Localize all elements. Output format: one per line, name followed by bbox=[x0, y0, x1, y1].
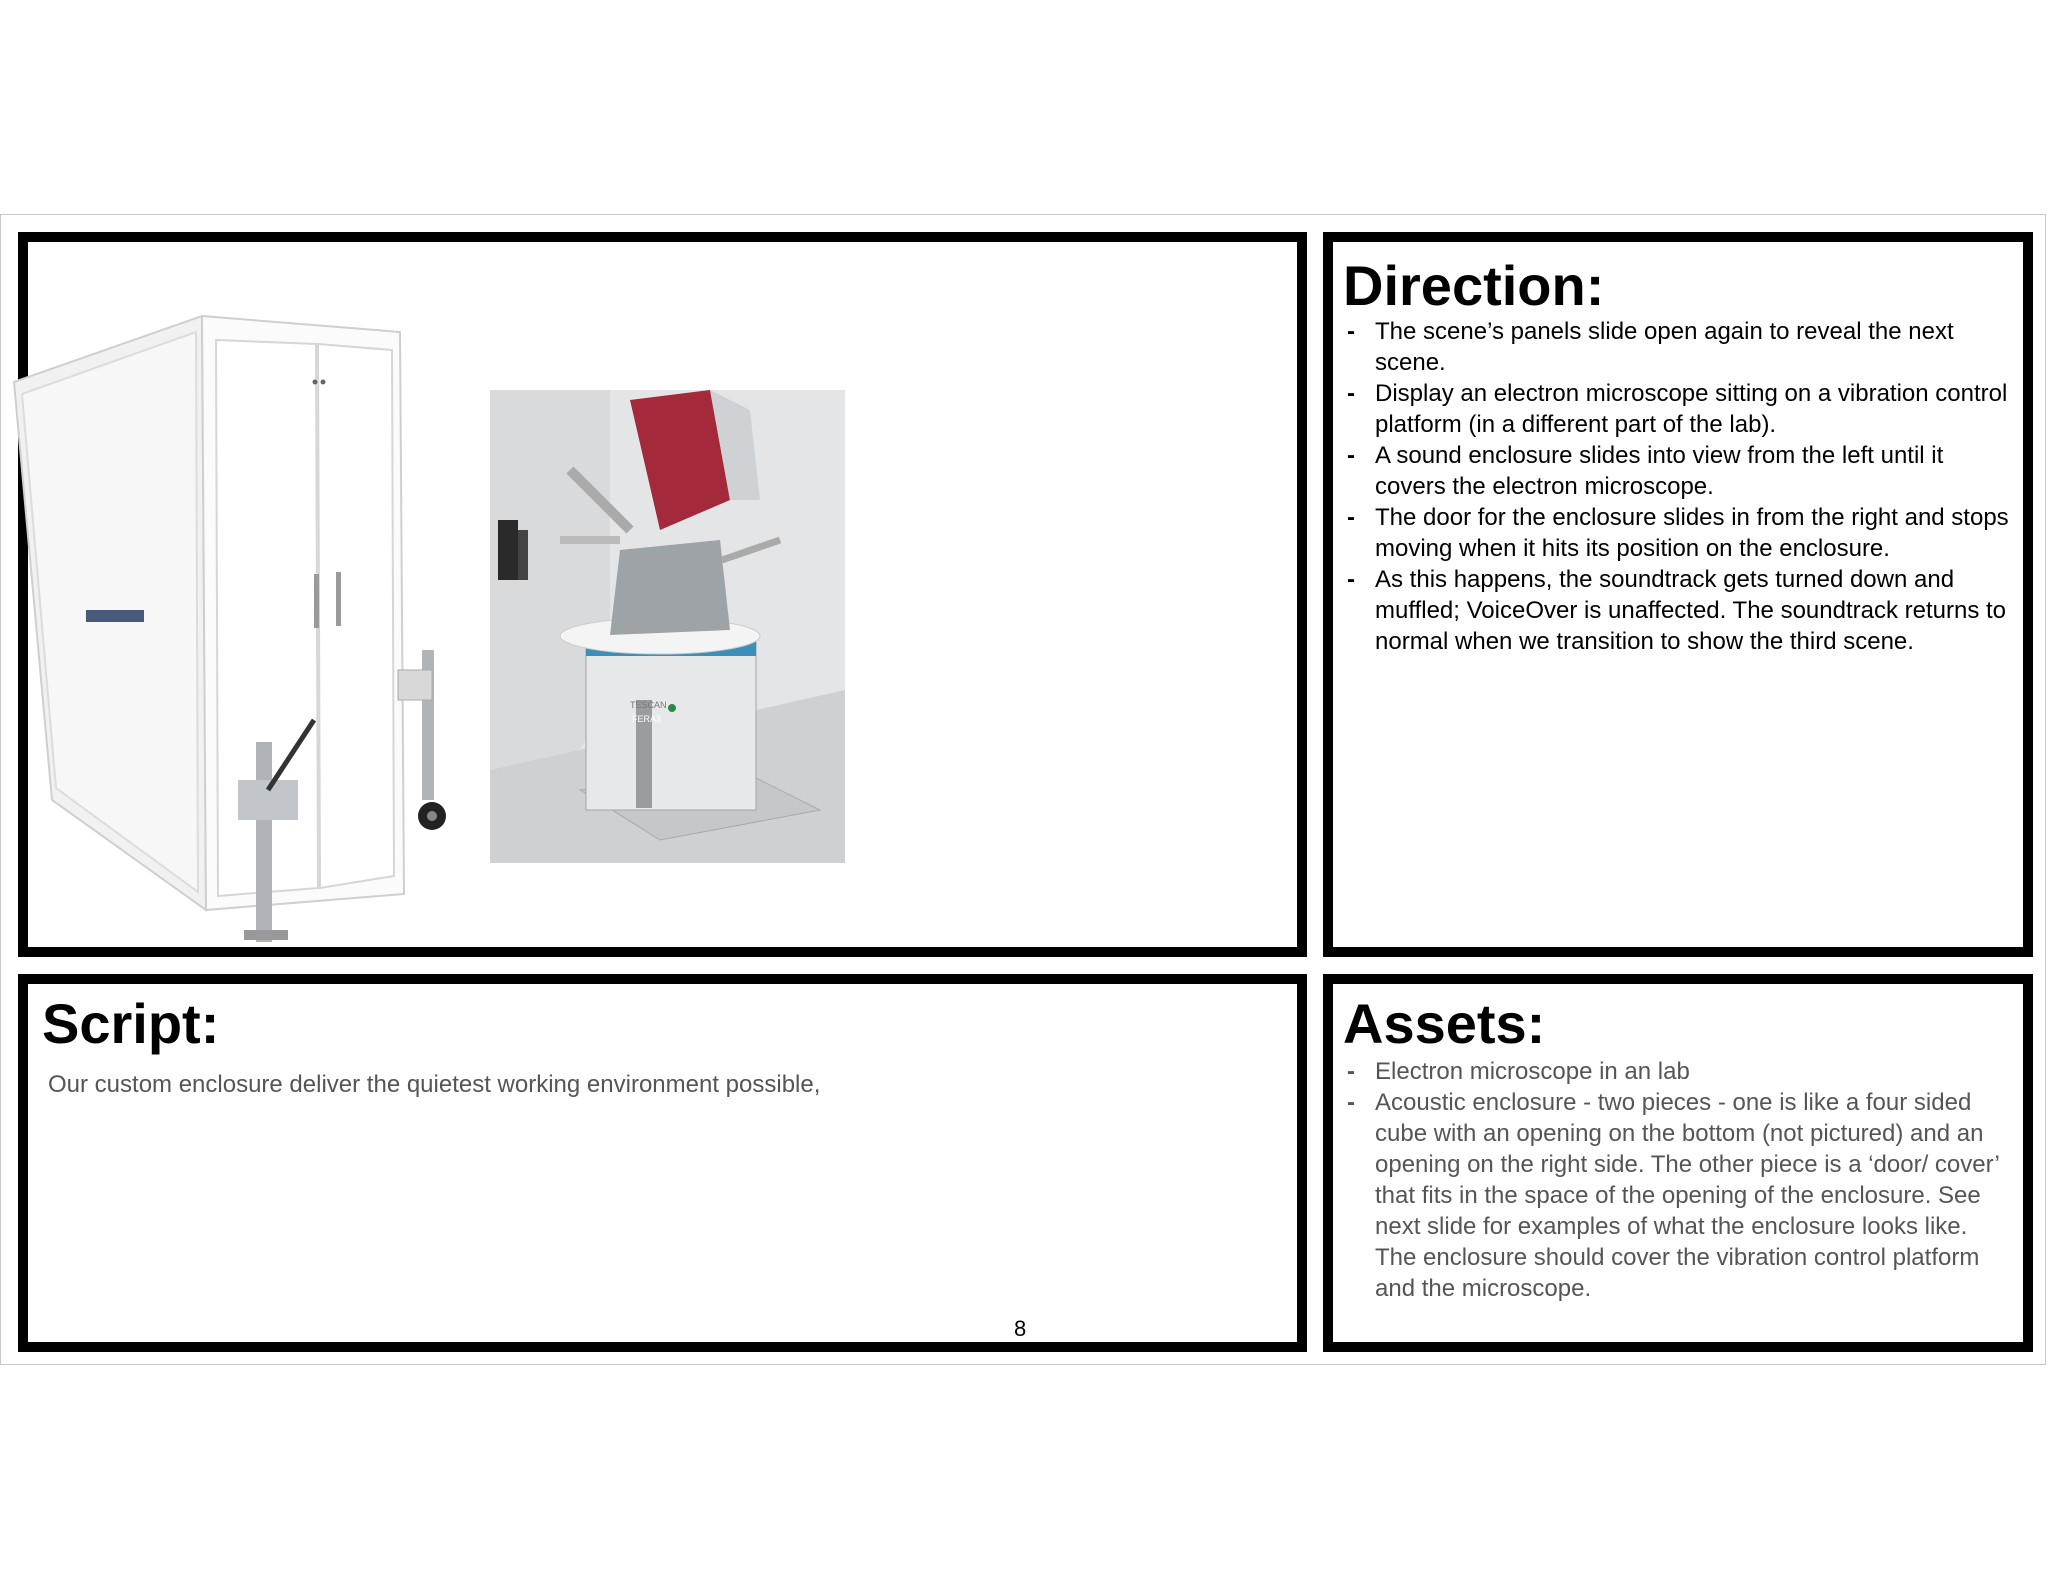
direction-list bbox=[1347, 316, 2013, 657]
direction-item: - Display an electron microscope sitting on a vibration control platform (in a different part of the lab). bbox=[1347, 378, 2013, 440]
microscope-model-label: FERA3 bbox=[632, 714, 662, 724]
direction-item: - The scene’s panels slide open again to reveal the next scene. bbox=[1347, 316, 2013, 378]
assets-item: - Electron microscope in an lab bbox=[1347, 1056, 2013, 1087]
direction-item: - As this happens, the soundtrack gets turned down and muffled; VoiceOver is unaffected. The soundtrack returns to normal when we transition to show the third scene. bbox=[1347, 564, 2013, 657]
assets-panel bbox=[1323, 974, 2033, 1352]
direction-panel bbox=[1323, 232, 2033, 957]
script-heading: Script: bbox=[42, 992, 220, 1055]
direction-item: - The door for the enclosure slides in from the right and stops moving when it hits its position on the enclosure. bbox=[1347, 502, 2013, 564]
microscope-brand-label: TESCAN bbox=[630, 700, 667, 710]
assets-item: - Acoustic enclosure - two pieces - one is like a four sided cube with an opening on the bottom (not pictured) and an opening on the right side. The other piece is a ‘door/ cover’ that fits in the space of the opening of the enclosure. See next slide for examples of what the enclosure looks like. The enclosure should cover the vibration control platform and the microscope. bbox=[1347, 1087, 2013, 1304]
direction-heading: Direction: bbox=[1343, 254, 1605, 317]
acoustic-enclosure-image bbox=[12, 310, 472, 946]
direction-item: - A sound enclosure slides into view from the left until it covers the electron microscope. bbox=[1347, 440, 2013, 502]
assets-heading: Assets: bbox=[1343, 992, 1546, 1055]
script-text: Our custom enclosure deliver the quietest working environment possible, bbox=[48, 1071, 821, 1098]
assets-list bbox=[1347, 1056, 2013, 1304]
electron-microscope-photo bbox=[490, 390, 845, 863]
page-number: 8 bbox=[1014, 1316, 1027, 1341]
script-panel bbox=[18, 974, 1307, 1352]
